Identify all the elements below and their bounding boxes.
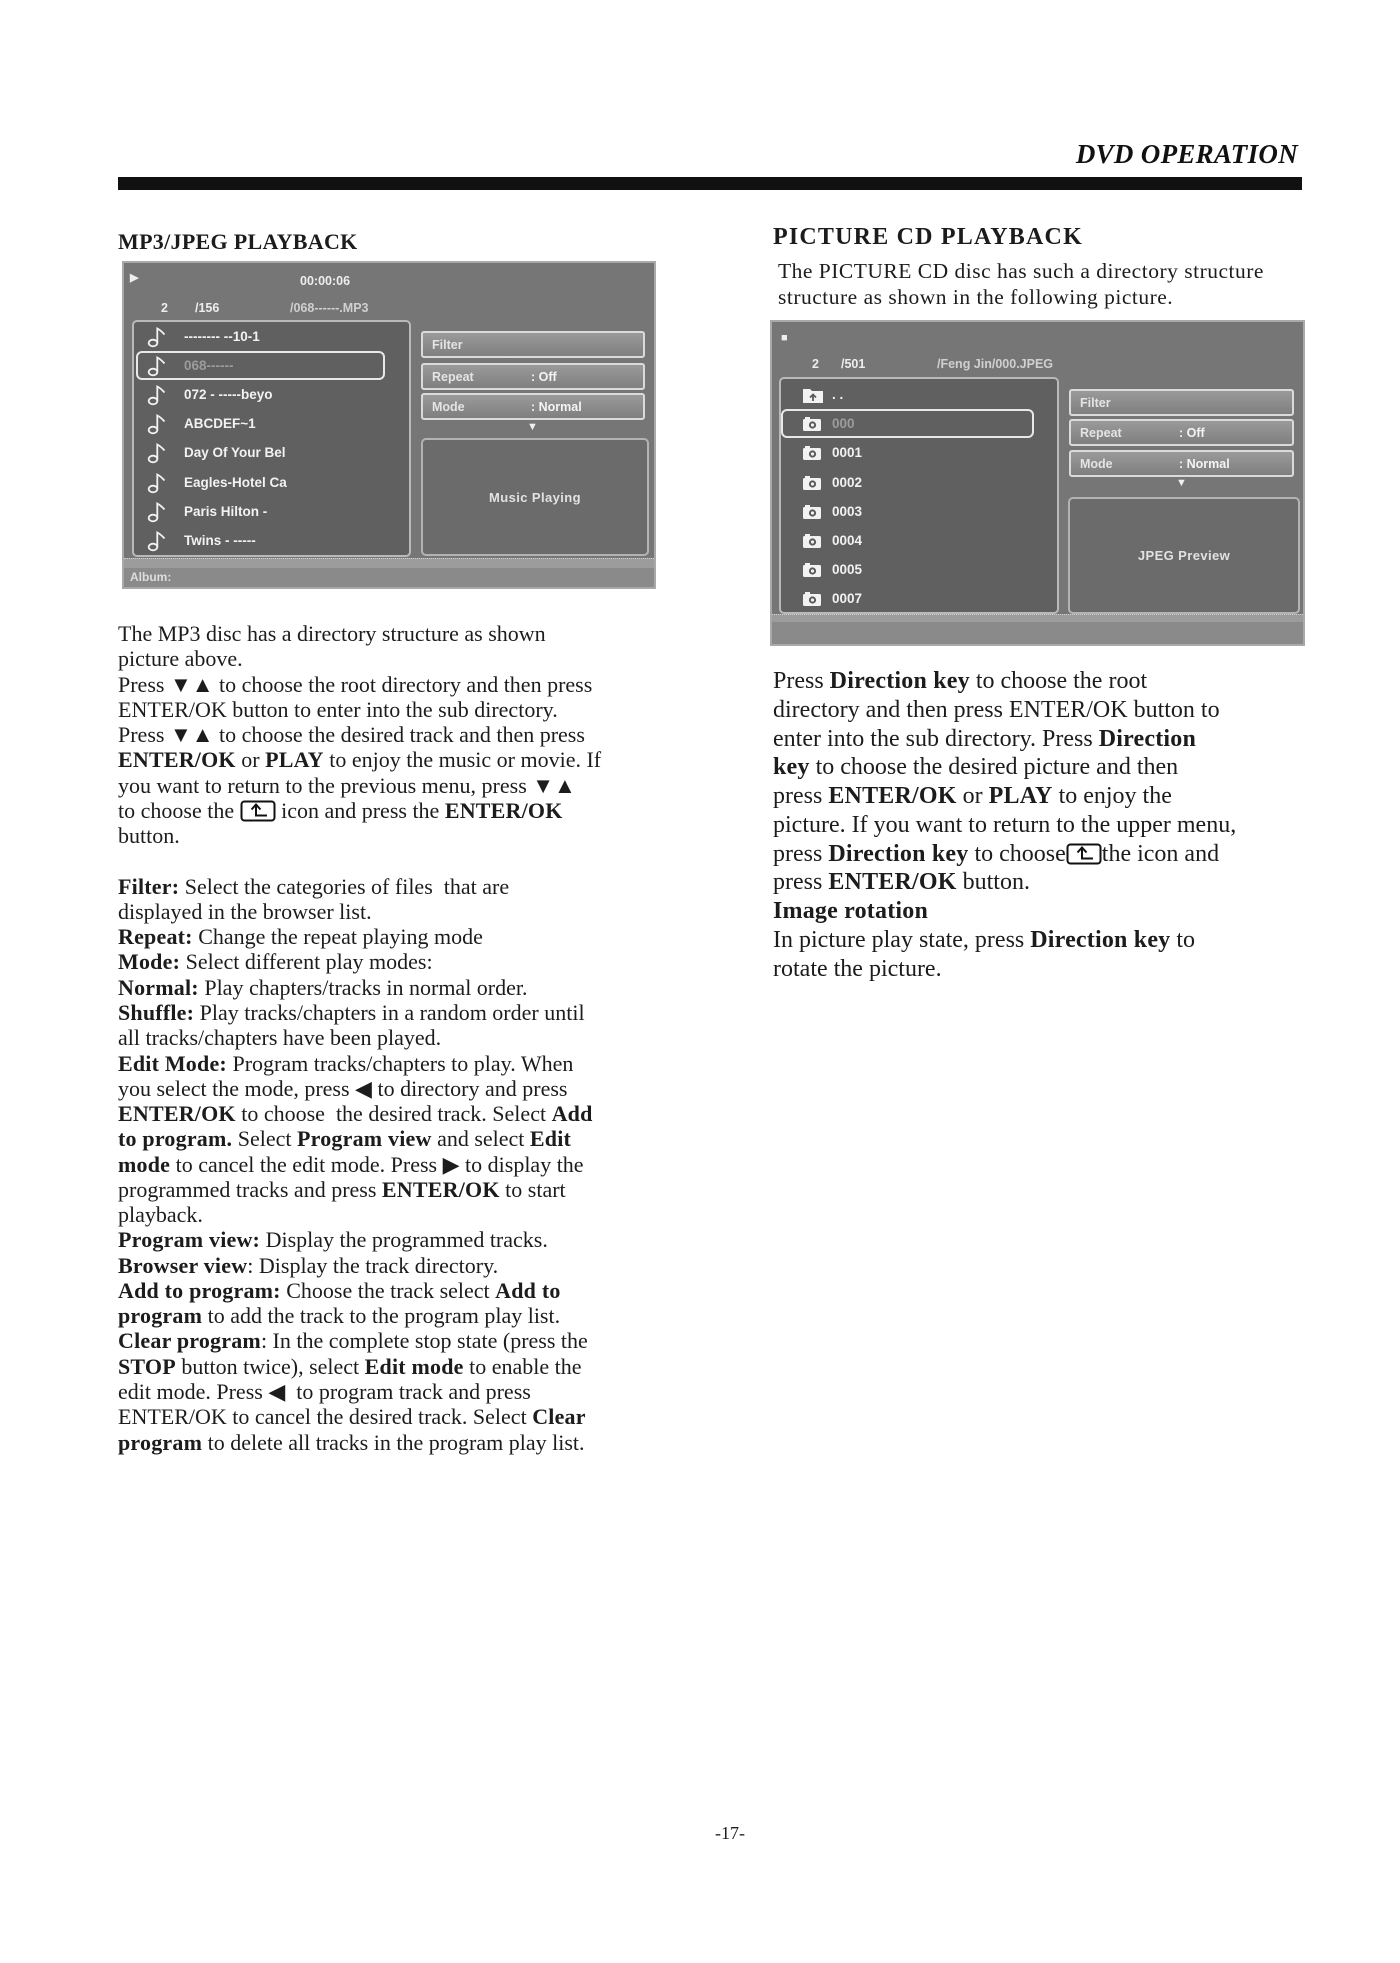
text-run: to enjoy the [1052, 783, 1172, 810]
music-note-icon [147, 530, 167, 552]
music-note-icon [147, 326, 167, 348]
item-label: . . [832, 387, 844, 402]
stop-status-icon: ■ [781, 332, 788, 344]
bold-term: Direction [1098, 725, 1197, 752]
bold-term: ENTER/OK [444, 797, 563, 823]
filter-option[interactable] [421, 331, 645, 358]
text-run: Select different play modes: [180, 949, 433, 975]
music-playing-panel [421, 438, 649, 556]
track-list-item[interactable] [124, 326, 416, 348]
repeat-option[interactable] [1069, 419, 1294, 446]
text-run: Press ▼▲ to choose the desired track and then press [118, 722, 585, 748]
mp3-text-line-24 [118, 1202, 601, 1227]
text-run: The MP3 disc has a directory structure as shown [118, 621, 546, 646]
music-note-icon [147, 384, 167, 406]
file-path: /Feng Jin/000.JPEG [937, 357, 1054, 371]
picture-text-line-2 [773, 696, 1236, 725]
option-value: : Normal [531, 400, 582, 414]
track-list-item[interactable] [124, 501, 416, 523]
bold-term: Edit [529, 1126, 572, 1152]
folder-up-icon [802, 384, 824, 406]
text-run: Program tracks/chapters to play. When [226, 1050, 574, 1076]
bold-term: Add to [495, 1277, 561, 1303]
picture-text-line-5 [773, 782, 1236, 811]
picture-text-line-8 [773, 868, 1236, 897]
text-run: to start [499, 1176, 566, 1202]
jpeg-browser-screenshot [770, 320, 1305, 646]
text-run: : In the complete stop state (press the [260, 1328, 588, 1354]
text-run: or [956, 783, 989, 810]
text-run: enter into the sub directory. Press [773, 725, 1099, 752]
mp3-text-line-33 [118, 1430, 601, 1455]
item-label: Day Of Your Bel [184, 445, 286, 461]
picture-cd-instructions [773, 667, 1236, 983]
play-status-icon: ▶ [130, 272, 139, 284]
option-value: : Normal [1179, 457, 1230, 471]
bold-term: ENTER/OK [381, 1176, 500, 1202]
info-bar [772, 622, 1303, 644]
photo-icon [802, 472, 822, 494]
music-note-icon [147, 472, 167, 494]
text-run: displayed in the browser list. [118, 898, 372, 924]
file-path: /068------.MP3 [290, 301, 369, 315]
photo-icon [802, 530, 822, 552]
text-run: to cancel the edit mode. Press ▶ to display the [170, 1151, 584, 1177]
bold-term: Shuffle: [118, 999, 195, 1025]
item-label: 0005 [832, 562, 863, 578]
mp3-text-line-28 [118, 1303, 601, 1328]
bold-term: mode [118, 1151, 171, 1177]
option-label: Mode [1080, 457, 1113, 471]
bold-term: Filter: [118, 873, 180, 899]
preview-label: Music Playing [489, 489, 581, 505]
selection-highlight [136, 351, 385, 380]
item-label: 0002 [832, 474, 863, 490]
text-run: rotate the picture. [773, 955, 942, 982]
mp3-text-line-19 [118, 1076, 601, 1101]
mp3-text-line-3 [118, 672, 601, 697]
picture-list-item[interactable] [772, 559, 1064, 581]
bold-term: Program view [297, 1126, 432, 1152]
mp3-text-line-10 [118, 848, 601, 873]
picture-text-line-7 [773, 840, 1236, 869]
bold-term: Mode: [118, 949, 181, 975]
mp3-text-line-18 [118, 1051, 601, 1076]
text-run: you select the mode, press ◀ to directory and press [118, 1075, 568, 1101]
mp3-text-line-5 [118, 722, 601, 747]
text-run: Select the categories of files that are [179, 873, 510, 899]
text-run: Press ▼▲ to choose the root directory and then press [118, 671, 593, 697]
mp3-text-line-21 [118, 1126, 601, 1151]
item-label: 068------ [184, 358, 234, 374]
text-run: press [773, 840, 829, 867]
chevron-down-icon[interactable]: ▼ [527, 421, 538, 433]
text-run: edit mode. Press ◀ to program track and press [118, 1378, 531, 1404]
picture-list-item[interactable] [772, 530, 1064, 552]
repeat-option[interactable] [421, 363, 645, 390]
mp3-text-line-1 [118, 621, 601, 646]
bold-term: Edit Mode: [118, 1050, 227, 1076]
picture-text-line-6 [773, 811, 1236, 840]
filter-option[interactable] [1069, 389, 1294, 416]
option-label: Filter [432, 338, 463, 352]
mp3-text-line-22 [118, 1152, 601, 1177]
music-note-icon [147, 501, 167, 523]
item-label: 0001 [832, 445, 863, 461]
bold-term: Edit mode [364, 1353, 464, 1379]
bold-term: program [118, 1429, 203, 1455]
item-label: 0004 [832, 533, 863, 548]
mp3-browser-screenshot [122, 261, 656, 589]
option-label: Filter [1080, 396, 1111, 410]
text-run: : Display the track directory. [247, 1252, 499, 1278]
mp3-text-line-30 [118, 1354, 601, 1379]
text-run: icon and press the [275, 797, 445, 823]
item-label: -------- --10-1 [184, 329, 260, 344]
mp3-text-line-32 [118, 1404, 601, 1429]
text-run: you want to return to the previous menu, press ▼▲ [118, 772, 576, 798]
track-list-item[interactable] [124, 530, 416, 552]
picture-text-line-11 [773, 955, 1236, 984]
bold-term: key [773, 754, 810, 781]
bold-term: ENTER/OK [828, 783, 957, 810]
file-total: /501 [841, 357, 866, 371]
picture-list-item[interactable] [772, 442, 1064, 464]
text-run: and select [431, 1126, 530, 1152]
picture-cd-heading: PICTURE CD PLAYBACK [773, 224, 1083, 250]
option-label: Repeat [432, 370, 474, 384]
mp3-text-line-31 [118, 1379, 601, 1404]
text-run: the icon and [1101, 840, 1220, 867]
track-list-item[interactable] [124, 384, 416, 406]
bold-term: Program view: [118, 1227, 261, 1253]
track-index: 2 [161, 301, 168, 315]
text-run: to enjoy the music or movie. If [323, 747, 602, 773]
page-number: -17- [715, 1823, 745, 1843]
bold-term: STOP [118, 1353, 176, 1379]
item-label: ABCDEF~1 [184, 416, 256, 432]
bold-term: Direction key [828, 840, 969, 867]
text-run: to choose the desired track. Select [235, 1101, 552, 1127]
track-list-item[interactable] [124, 472, 416, 494]
bold-term: ENTER/OK [828, 869, 957, 896]
mp3-text-line-26 [118, 1253, 601, 1278]
mp3-text-line-27 [118, 1278, 601, 1303]
text-run: playback. [118, 1202, 203, 1228]
track-total: /156 [195, 301, 220, 315]
bold-term: Direction key [1030, 926, 1171, 953]
text-run: Choose the track select [280, 1277, 496, 1303]
text-run: Play tracks/chapters in a random order until [194, 999, 585, 1025]
bold-term: Add to program: [118, 1277, 281, 1303]
item-label: 0007 [832, 591, 863, 607]
album-label: Album: [130, 570, 172, 584]
text-run: directory and then press ENTER/OK button to [773, 696, 1220, 723]
text-run: ENTER/OK to cancel the desired track. Select [118, 1404, 533, 1430]
album-bar [124, 568, 654, 587]
bold-term: Add [551, 1101, 593, 1127]
text-run: Press [773, 668, 830, 694]
picture-list-item[interactable] [772, 384, 1064, 406]
bold-term: Repeat: [118, 924, 193, 950]
text-run: programmed tracks and press [118, 1176, 382, 1202]
text-run: picture above. [118, 646, 243, 672]
photo-icon [802, 588, 822, 610]
mp3-jpeg-heading: MP3/JPEG PLAYBACK [118, 229, 358, 254]
elapsed-time: 00:00:06 [300, 274, 351, 288]
text-run: Play chapters/tracks in normal order. [198, 974, 528, 1000]
mp3-text-line-8 [118, 798, 601, 823]
mp3-text-line-12 [118, 899, 601, 924]
text-run: to choose [968, 840, 1066, 867]
selection-highlight [781, 409, 1034, 438]
picture-text-line-9 [773, 897, 1236, 926]
picture-text-line-3 [773, 725, 1236, 754]
intro-line-1: The PICTURE CD disc has such a directory structure [778, 259, 1264, 283]
option-label: Mode [432, 400, 465, 414]
text-run: to [1170, 926, 1196, 953]
picture-list-item[interactable] [772, 588, 1064, 610]
mode-option[interactable] [421, 393, 645, 420]
return-folder-icon [240, 800, 276, 827]
item-label: Twins - ----- [184, 532, 256, 548]
text-run: Display the programmed tracks. [260, 1227, 548, 1253]
text-run: ENTER/OK button to enter into the sub directory. [118, 696, 558, 722]
photo-icon [802, 501, 822, 523]
mode-option[interactable] [1069, 450, 1294, 477]
bold-term: ENTER/OK [118, 747, 236, 773]
bold-term: Direction key [829, 668, 970, 694]
chevron-down-icon[interactable]: ▼ [1176, 477, 1187, 489]
item-label: Eagles-Hotel Ca [184, 474, 287, 490]
mp3-text-line-2 [118, 646, 601, 671]
mp3-text-line-14 [118, 949, 601, 974]
picture-list-item[interactable] [772, 501, 1064, 523]
bold-term: Clear program [118, 1328, 261, 1354]
mp3-text-line-17 [118, 1025, 601, 1050]
option-value: : Off [1179, 426, 1205, 440]
option-label: Repeat [1080, 426, 1122, 440]
mp3-text-line-11 [118, 874, 601, 899]
text-run: press [773, 783, 829, 810]
picture-text-line-4 [773, 753, 1236, 782]
bold-term: to program. [118, 1126, 233, 1152]
text-run: picture. If you want to return to the upper menu, [773, 811, 1237, 838]
mp3-instructions [118, 621, 601, 1455]
bold-term: ENTER/OK [118, 1101, 236, 1127]
bold-term: Browser view [118, 1252, 248, 1278]
mp3-text-line-29 [118, 1328, 601, 1353]
item-label: 072 - -----beyo [184, 387, 273, 403]
text-run: press [773, 869, 829, 896]
section-title: DVD OPERATION [1075, 139, 1298, 169]
text-run: button twice), select [175, 1353, 365, 1379]
preview-label: JPEG Preview [1137, 548, 1231, 563]
mp3-text-line-9 [118, 823, 601, 848]
photo-icon [802, 559, 822, 581]
text-run: or [235, 747, 266, 773]
bold-term: program [118, 1303, 203, 1329]
mp3-text-line-20 [118, 1101, 601, 1126]
text-run: to delete all tracks in the program play list. [202, 1429, 585, 1455]
track-list-item[interactable] [124, 442, 416, 464]
photo-icon [802, 442, 822, 464]
jpeg-preview-panel [1068, 497, 1300, 614]
picture-cd-intro [778, 258, 1264, 310]
text-run: In picture play state, press [773, 926, 1031, 953]
music-note-icon [147, 442, 167, 464]
text-run: to enable the [463, 1353, 582, 1379]
bold-term: PLAY [265, 747, 324, 773]
intro-line-2: structure as shown in the following picture. [778, 285, 1174, 309]
return-folder-icon [1066, 843, 1102, 873]
track-list-item[interactable] [124, 413, 416, 435]
mp3-text-line-6 [118, 747, 601, 772]
text-run: button. [956, 869, 1030, 896]
mp3-text-line-4 [118, 697, 601, 722]
text-run: Select [232, 1126, 297, 1152]
item-label: 0003 [832, 503, 863, 519]
mp3-text-line-16 [118, 1000, 601, 1025]
text-run: Change the repeat playing mode [192, 924, 483, 950]
mp3-text-line-25 [118, 1227, 601, 1252]
text-run: to choose the desired picture and then [809, 754, 1179, 781]
text-run: all tracks/chapters have been played. [118, 1025, 442, 1051]
mp3-text-line-23 [118, 1177, 601, 1202]
music-note-icon [147, 413, 167, 435]
bold-term: PLAY [988, 783, 1053, 810]
option-value: : Off [531, 370, 557, 384]
picture-text-line-1 [773, 667, 1236, 696]
picture-text-line-10 [773, 926, 1236, 955]
header-rule [118, 177, 1302, 190]
mp3-text-line-15 [118, 975, 601, 1000]
item-label: 000 [832, 416, 855, 432]
mp3-text-line-7 [118, 773, 601, 798]
item-label: Paris Hilton - [184, 503, 268, 519]
file-index: 2 [812, 357, 819, 371]
bold-term: Normal: [118, 974, 199, 1000]
mp3-text-line-13 [118, 924, 601, 949]
picture-list-item[interactable] [772, 472, 1064, 494]
text-run: to add the track to the program play list. [202, 1303, 561, 1329]
bold-term: Image rotation [773, 898, 929, 925]
text-run: to choose the root [969, 668, 1148, 694]
text-run: button. [118, 823, 180, 849]
text-run: to choose the [118, 797, 240, 823]
bold-term: Clear [532, 1404, 586, 1430]
